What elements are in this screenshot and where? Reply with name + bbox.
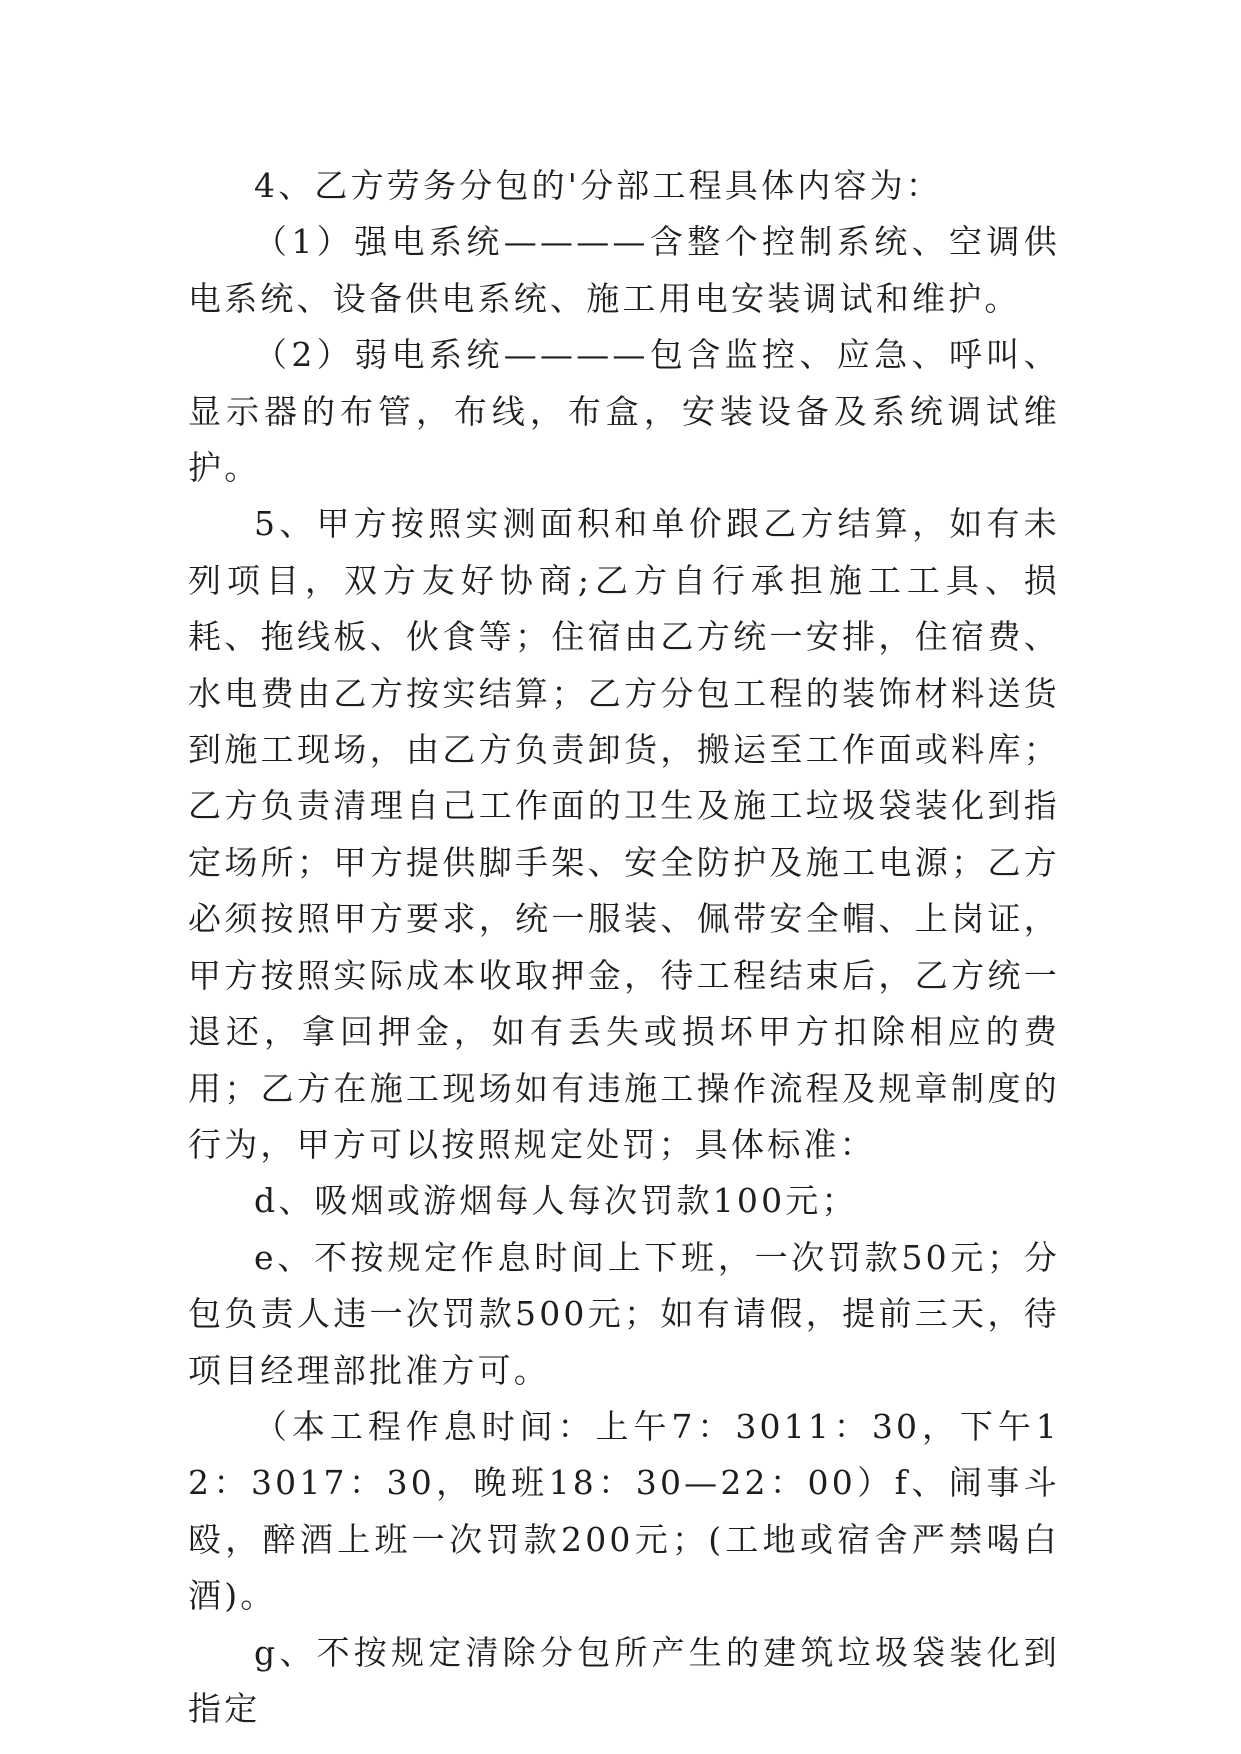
paragraph-settlement-terms: 5、甲方按照实测面积和单价跟乙方结算，如有未列项目，双方友好协商;乙方自行承担施工工具、损耗、拖线板、伙食等；住宿由乙方统一安排，住宿费、水电费由乙方按实结算；乙方分包工程的装饰材料送货到施工现场，由乙方负责卸货，搬运至工作面或料库；乙方负责清理自己工作面的卫生及施工垃圾袋装化到指定场所；甲方提供脚手架、安全防护及施工电源；乙方必须按照甲方要求，统一服装、佩带安全帽、上岗证，甲方按照实际成本收取押金，待工程结束后，乙方统一退还，拿回押金，如有丢失或损坏甲方扣除相应的费用；乙方在施工现场如有违施工操作流程及规章制度的行为，甲方可以按照规定处罚；具体标准：: [188, 504, 1060, 1164]
paragraph-rule-e: e、不按规定作息时间上下班，一次罚款50元；分包负责人违一次罚款500元；如有请假，提前三天，待项目经理部批准方可。: [188, 1237, 1060, 1390]
paragraph-scope-intro: 4、乙方劳务分包的'分部工程具体内容为：: [254, 166, 943, 205]
paragraph-weak-current: （2）弱电系统————包含监控、应急、呼叫、显示器的布管，布线，布盒，安装设备及系统调试维护。: [188, 335, 1060, 488]
paragraph-rule-g: g、不按规定清除分包所产生的建筑垃圾袋装化到指定: [188, 1632, 1060, 1728]
paragraph-strong-current: （1）强电系统————含整个控制系统、空调供电系统、设备供电系统、施工用电安装调试和维护。: [188, 222, 1060, 318]
paragraph-rule-d: d、吸烟或游烟每人每次罚款100元；: [254, 1181, 858, 1221]
document-body: [188, 158, 1060, 1737]
paragraph-work-hours: （本工程作息时间：上午7：3011：30，下午12：3017：30，晚班18：30—22：00）f、闹事斗殴，醉酒上班一次罚款200元；(工地或宿舍严禁喝白酒)。: [188, 1406, 1060, 1616]
